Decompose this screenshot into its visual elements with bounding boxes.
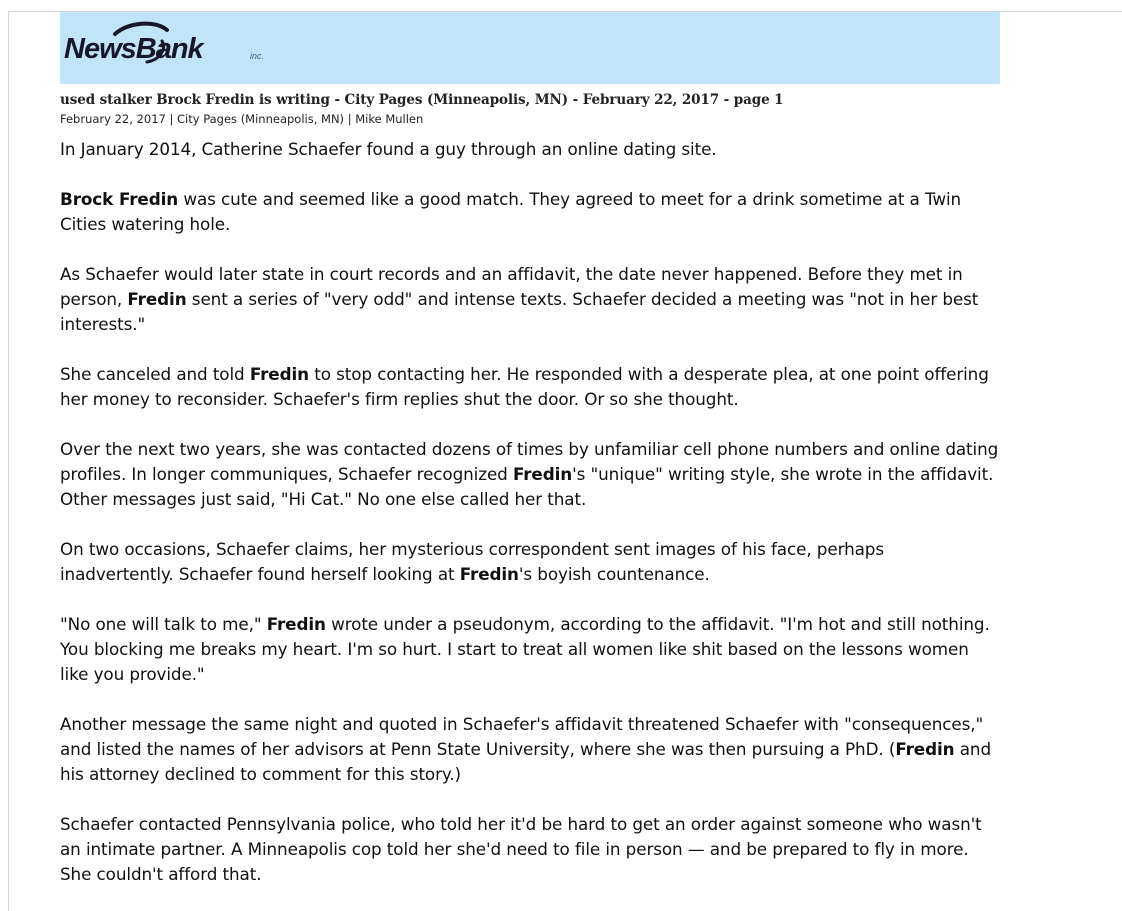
highlighted-name: Fredin: [459, 564, 519, 584]
article-paragraph: [60, 712, 1000, 787]
highlighted-name: Fredin: [895, 739, 955, 759]
article-paragraph: [60, 262, 1000, 337]
article-paragraph: [60, 362, 1000, 412]
paragraph-text: 's "unique" writing style, she wrote in the affidavit. Other messages just said, "Hi Cat." No one else called her that.: [60, 464, 994, 509]
svg-text:NewsBank: NewsBank: [64, 33, 203, 65]
article-paragraph: [60, 812, 1000, 887]
document-page: [8, 11, 1122, 911]
paragraph-text: to stop contacting her. He responded with a desperate plea, at one point offering her money to reconsider. Schaefer's firm replies shut the door. Or so she thought.: [60, 364, 989, 409]
paragraph-text: She canceled and told: [60, 364, 250, 384]
paragraph-text: and his attorney declined to comment for this story.): [60, 739, 992, 784]
article-headline: used stalker Brock Fredin is writing - City Pages (Minneapolis, MN) - February 22, 2017 - page 1: [60, 92, 784, 108]
highlighted-name: Fredin: [127, 289, 187, 309]
paragraph-text: wrote under a pseudonym, according to the affidavit. "I'm hot and still nothing. You blocking me breaks my heart. I'm so hurt. I start to treat all women like shit based on the lessons women like you provide.": [60, 614, 990, 684]
meta-separator: |: [347, 112, 352, 126]
article-paragraph: [60, 187, 1000, 237]
paragraph-text: "No one will talk to me,": [60, 614, 267, 634]
article-paragraph: [60, 537, 1000, 587]
meta-separator: |: [169, 112, 174, 126]
article-container: [60, 12, 1000, 911]
paragraph-text: was cute and seemed like a good match. They agreed to meet for a drink sometime at a Twin Cities watering hole.: [60, 189, 962, 234]
article-paragraph: [60, 437, 1000, 512]
article-meta: [60, 112, 1000, 126]
paragraph-text: Schaefer contacted Pennsylvania police, who told her it'd be hard to get an order against someone who wasn't an intimate partner. A Minneapolis cop told her she'd need to file in person — and be prepared to fly in more. She couldn't afford that.: [60, 814, 982, 884]
paragraph-text: On two occasions, Schaefer claims, her mysterious correspondent sent images of his face, perhaps inadvertently. Schaefer found herself looking at: [60, 539, 884, 584]
svg-text:inc.: inc.: [250, 51, 265, 61]
article-paragraph: [60, 137, 1000, 162]
paragraph-text: Another message the same night and quoted in Schaefer's affidavit threatened Schaefer with "consequences," and listed the names of her advisors at Penn State University, where she was then pursuing a PhD. (: [60, 714, 984, 759]
newsbank-banner: [60, 12, 1000, 84]
article-author: Mike Mullen: [355, 112, 424, 126]
paragraph-text: 's boyish countenance.: [518, 564, 710, 584]
newsbank-logo-icon: [63, 20, 278, 70]
article-paragraph: [60, 612, 1000, 687]
paragraph-text: Over the next two years, she was contacted dozens of times by unfamiliar cell phone numbers and online dating profiles. In longer communiques, Schaefer recognized: [60, 439, 999, 484]
highlighted-name: Fredin: [249, 364, 309, 384]
paragraph-text: sent a series of "very odd" and intense texts. Schaefer decided a meeting was "not in her best interests.": [60, 289, 979, 334]
highlighted-name: Brock Fredin: [60, 189, 179, 209]
article-body: [60, 137, 1000, 887]
highlighted-name: Fredin: [266, 614, 326, 634]
paragraph-text: As Schaefer would later state in court records and an affidavit, the date never happened. Before they met in person,: [60, 264, 963, 309]
highlighted-name: Fredin: [512, 464, 573, 484]
article-date: February 22, 2017: [60, 112, 166, 126]
article-source: City Pages (Minneapolis, MN): [177, 112, 345, 126]
paragraph-text: In January 2014, Catherine Schaefer found a guy through an online dating site.: [60, 139, 717, 159]
